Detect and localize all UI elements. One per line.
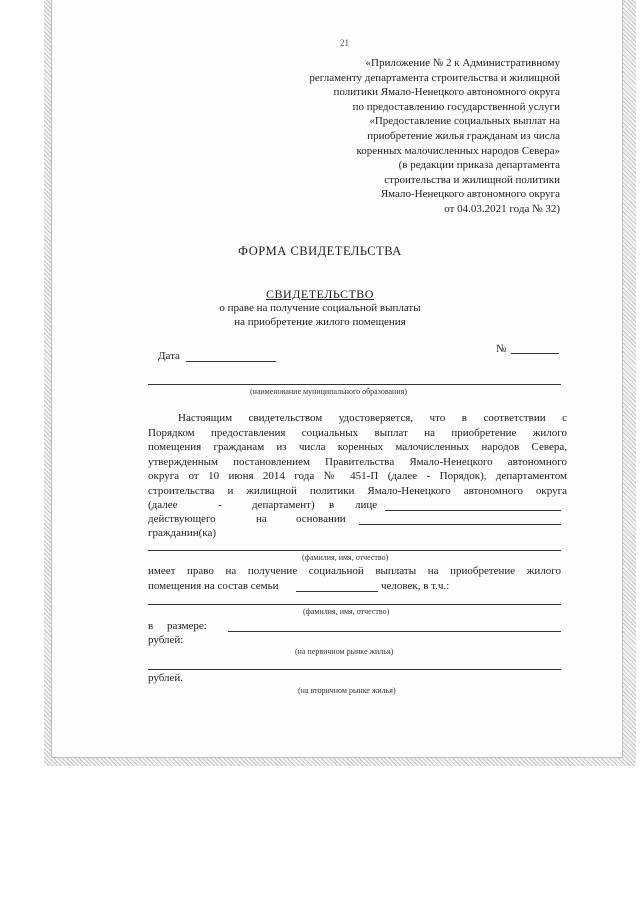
- page-number: 21: [340, 38, 349, 48]
- rubles-label-2: рублей.: [148, 672, 184, 684]
- department-label: (далее: [148, 499, 178, 511]
- paragraph-line: Настоящим свидетельством удостоверяется, что в соответствии с: [178, 412, 567, 424]
- rubles-label-1: рублей:: [148, 634, 184, 646]
- appendix-line: «Приложение № 2 к Административному: [365, 57, 560, 69]
- secondary-market-caption: (на вторичном рынке жилья): [298, 686, 396, 695]
- appendix-line: (в редакции приказа департамента: [398, 159, 560, 172]
- appendix-line: «Предоставление социальных выплат на: [369, 115, 560, 128]
- appendix-line: от 04.03.2021 года № 32): [444, 202, 560, 215]
- appendix-line: политики Ямало-Ненецкого автономного округа: [333, 86, 560, 99]
- amount-size-label: размере:: [167, 620, 207, 632]
- basis-label: основании: [296, 513, 346, 525]
- citizen-name-caption: (фамилия, имя, отчество): [302, 553, 389, 562]
- certificate-subtitle-2: на приобретение жилого помещения: [234, 316, 406, 328]
- paragraph-line: округа от 10 июня 2014 года № 451-П (далее - Порядок), департаментом: [148, 470, 567, 483]
- secondary-amount-field[interactable]: [148, 669, 561, 670]
- date-field[interactable]: [186, 361, 276, 362]
- family-size-label: помещения на состав семьи: [148, 580, 279, 592]
- primary-market-caption: (на первичном рынке жилья): [295, 647, 394, 656]
- department-word: департамент): [252, 499, 315, 511]
- municipality-field[interactable]: [148, 384, 561, 385]
- appendix-line: Ямало-Ненецкого автономного округа: [380, 188, 560, 201]
- paragraph-line: помещения гражданам из числа коренных малочисленных народов Севера,: [148, 441, 567, 454]
- paragraph-line: строительства и жилищной политики Ямало-Ненецкого автономного округа: [148, 484, 567, 497]
- appendix-line: регламенту департамента строительства и жилищной: [309, 71, 560, 84]
- number-field[interactable]: [511, 353, 559, 354]
- family-size-field[interactable]: [296, 591, 378, 592]
- basis-field[interactable]: [359, 524, 561, 525]
- appendix-header: [240, 56, 560, 217]
- certificate-paragraph: [148, 411, 567, 499]
- form-title: ФОРМА СВИДЕТЕЛЬСТВА: [238, 244, 402, 258]
- acting-label: действующего: [148, 513, 216, 525]
- certificate-subtitle-1: о праве на получение социальной выплаты: [219, 302, 421, 314]
- municipality-caption: (наименование муниципального образования): [250, 387, 407, 396]
- persons-label: человек, в т.ч.:: [381, 580, 450, 592]
- number-label: №: [496, 343, 507, 355]
- amount-field[interactable]: [228, 631, 561, 632]
- on-word: на: [256, 513, 267, 525]
- rights-line: имеет право на получение социальной выплаты на приобретение жилого: [148, 565, 561, 577]
- family-members-field[interactable]: [148, 604, 561, 605]
- citizen-name-field[interactable]: [148, 550, 561, 551]
- department-dash: -: [218, 499, 222, 511]
- appendix-line: приобретение жилья гражданам из числа: [367, 129, 560, 142]
- in-label: в: [148, 620, 154, 632]
- certificate-title: СВИДЕТЕЛЬСТВО: [266, 287, 374, 301]
- appendix-line: коренных малочисленных народов Севера»: [356, 144, 560, 157]
- paragraph-line: утвержденным постановлением Правительства Ямало-Ненецкого автономного: [148, 455, 567, 468]
- appendix-line: строительства и жилищной политики: [384, 173, 560, 186]
- person-label: лице: [355, 499, 378, 511]
- representative-field[interactable]: [385, 510, 561, 511]
- appendix-line: по предоставлению государственной услуги: [352, 100, 560, 113]
- in-word: в: [329, 499, 335, 511]
- date-label: Дата: [158, 350, 180, 362]
- family-members-caption: (фамилия, имя, отчество): [303, 607, 390, 616]
- paragraph-line: Порядком предоставления социальных выплат на приобретение жилого: [148, 426, 567, 439]
- citizen-label: гражданин(ка): [148, 527, 217, 539]
